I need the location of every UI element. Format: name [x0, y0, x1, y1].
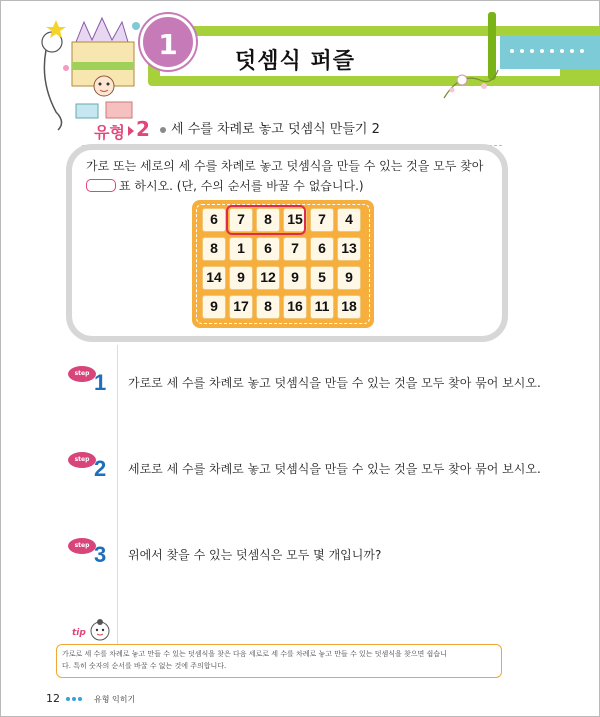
circle-mark-example	[86, 179, 116, 192]
step-text-3: 위에서 찾을 수 있는 덧셈식은 모두 몇 개입니까?	[128, 548, 382, 562]
chapter-number-badge: 1	[140, 14, 196, 70]
grid-cell[interactable]: 7	[310, 208, 334, 232]
banner-dots-strip	[500, 35, 600, 69]
example-circled-group	[226, 205, 306, 235]
bullet-dot-icon	[160, 127, 166, 133]
footer-section-label: 유형 익히기	[94, 695, 136, 704]
tip-label: tip	[72, 628, 86, 638]
grid-cell[interactable]: 7	[229, 208, 253, 232]
page-number: 12	[46, 692, 60, 705]
type-number: 2	[136, 117, 150, 141]
grid-cell[interactable]: 9	[202, 295, 226, 319]
step-number-3: 3	[94, 542, 107, 567]
type-label-text: 유형	[94, 123, 125, 142]
step-text-2: 세로로 세 수를 차례로 놓고 덧셈식을 만들 수 있는 것을 모두 찾아 묶어 보시오.	[128, 462, 541, 476]
step-badge-1: step	[68, 366, 96, 382]
grid-cell[interactable]: 9	[283, 266, 307, 290]
grid-cell[interactable]: 7	[283, 237, 307, 261]
step-number-1: 1	[94, 370, 107, 395]
grid-cell[interactable]: 6	[202, 208, 226, 232]
flower-vine-decoration	[440, 62, 500, 102]
grid-cell[interactable]: 1	[229, 237, 253, 261]
grid-cell[interactable]: 8	[256, 295, 280, 319]
tip-text	[62, 648, 500, 672]
type-label	[88, 116, 154, 146]
footer-dots	[66, 697, 88, 701]
grid-cell[interactable]: 4	[337, 208, 361, 232]
step-text-1: 가로로 세 수를 차례로 놓고 덧셈식을 만들 수 있는 것을 모두 찾아 묶어 보시오.	[128, 376, 541, 390]
grid-cell[interactable]: 13	[337, 237, 361, 261]
type-title-text: 세 수를 차례로 놓고 덧셈식 만들기 2	[171, 122, 380, 137]
grid-cell[interactable]: 5	[310, 266, 334, 290]
tip-line-2: 다. 특히 숫자의 순서를 바꿀 수 없는 것에 주의합니다.	[62, 662, 227, 670]
tip-character-icon	[88, 618, 112, 642]
type-arrow-icon	[128, 126, 134, 136]
grid-cell[interactable]: 8	[202, 237, 226, 261]
grid-cell[interactable]: 14	[202, 266, 226, 290]
grid-cell[interactable]: 9	[337, 266, 361, 290]
tip-line-1: 가로로 세 수를 차례로 놓고 만들 수 있는 덧셈식을 찾은 다음 세로로 세 수를 차례로 놓고 만들 수 있는 덧셈식을 찾으면 쉽습니	[62, 650, 447, 658]
steps-divider-line	[117, 345, 118, 645]
step-badge-2: step	[68, 452, 96, 468]
instruction-line-2	[86, 176, 506, 196]
grid-cell[interactable]: 8	[256, 208, 280, 232]
grid-cell[interactable]: 16	[283, 295, 307, 319]
grid-cell[interactable]: 12	[256, 266, 280, 290]
grid-cell[interactable]: 6	[256, 237, 280, 261]
number-puzzle-grid	[192, 200, 374, 328]
grid-cell[interactable]: 15	[283, 208, 307, 232]
step-badge-3: step	[68, 538, 96, 554]
grid-cell[interactable]: 11	[310, 295, 334, 319]
instruction-line-1: 가로 또는 세로의 세 수를 차례로 놓고 덧셈식을 만들 수 있는 것을 모두 찾아	[86, 159, 484, 173]
grid-cell[interactable]: 17	[229, 295, 253, 319]
grid-cell[interactable]: 18	[337, 295, 361, 319]
page-title: 덧셈식 퍼즐	[235, 49, 355, 74]
instruction-line-2-text: 표 하시오. (단, 수의 순서를 바꿀 수 없습니다.)	[119, 179, 364, 193]
grid-cell[interactable]: 6	[310, 237, 334, 261]
grid-cell[interactable]: 9	[229, 266, 253, 290]
step-number-2: 2	[94, 456, 107, 481]
problem-instruction	[86, 156, 506, 196]
type-title	[160, 118, 380, 137]
